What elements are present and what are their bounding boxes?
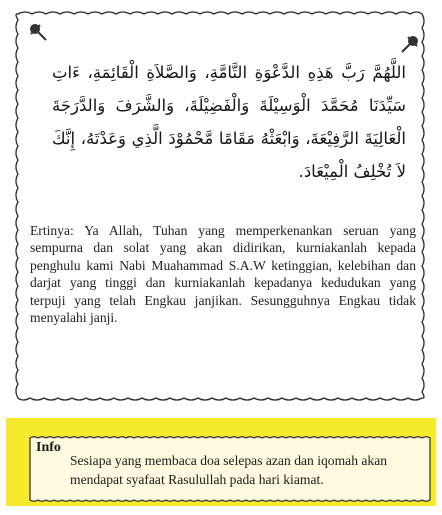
info-title: Info: [36, 440, 61, 455]
doa-card: [12, 8, 430, 404]
pushpin-icon: [28, 22, 50, 44]
info-text: Sesiapa yang membaca doa selepas azan dan iqomah akan mendapat syafaat Rasulullah pada hari kiamat.: [70, 453, 388, 487]
doa-arabic-text: اللَّهُمَّ رَبَّ هَذِهِ الدَّعْوَةِ التَّامَّةِ، وَالصَّلاَةِ الْقَائِمَةِ، ءَاتِ سَيِّدَنَا مُحَمَّدَ الْوَسِيْلَةَ وَالْفَضِيْلَةَ، وَالشَّرَفَ وَالدَّرَجَةَ الْعَالِيَةَ الرَّفِيْعَةَ، وَابْعَثْهُ مَقَامًا مَّحْمُوْدَ الَّذِي وَعَدْتَهُ، إِنَّكَ لاَ تُخْلِفُ الْمِيْعَادَ.: [52, 63, 406, 181]
doa-translation: Ertinya: Ya Allah, Tuhan yang memperkenankan seruan yang sempurna dan solat yang akan didirikan, kurniakanlah kepada penghulu kami Nabi Muahammad S.A.W ketinggian, kelebihan dan darjat yang tinggi dan kurniakanlah kepadanya kedudukan yang terpuji yang telah Engkau janjikan. Sesungguhnya Engkau tidak menyalahi janji.: [30, 223, 416, 326]
pushpin-icon: [398, 34, 420, 56]
info-box: [6, 418, 436, 506]
